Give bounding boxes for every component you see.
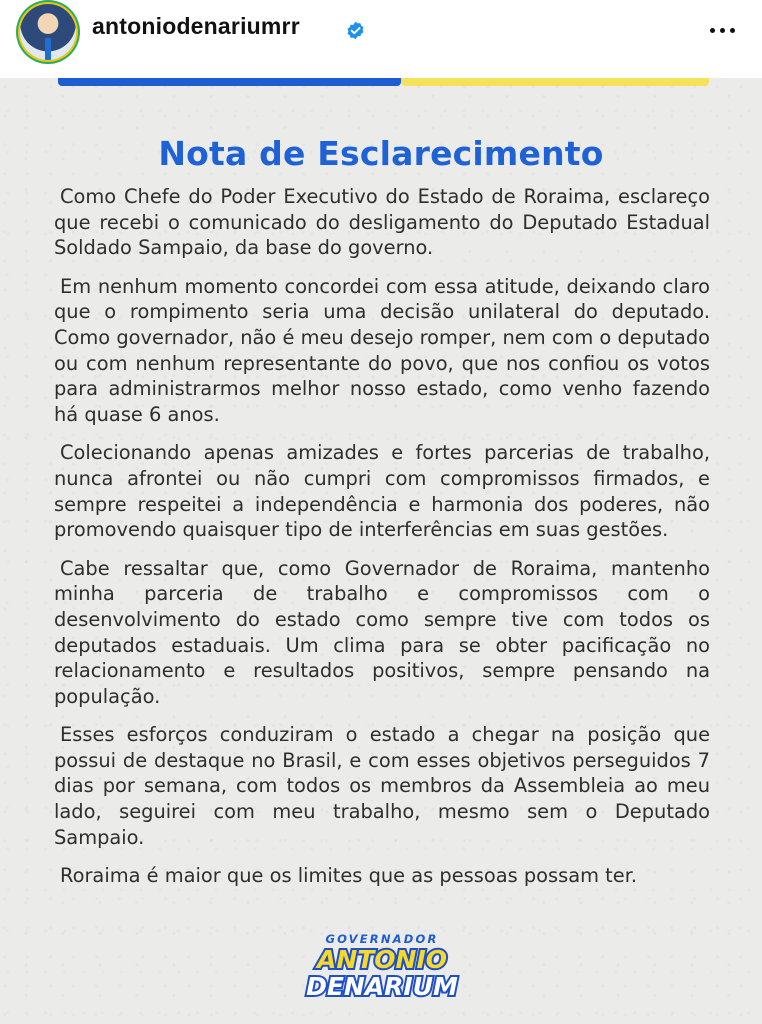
paragraph-4: Cabe ressaltar que, como Governador de Roraima, mantenho minha parceria de trabalho e compromissos com o desenvolvimento do estado como sempre tive com todos os deputados estaduais. Um clima para se obter pacificação no relacionamento e resultados positivos, sempre pensando na população. — [54, 556, 710, 708]
note-title: Nota de Esclarecimento — [158, 134, 604, 173]
yellow-accent-bar — [401, 78, 709, 86]
dot-icon — [720, 28, 725, 33]
governor-logo — [296, 932, 468, 1002]
dot-icon — [710, 28, 715, 33]
profile-avatar[interactable] — [20, 4, 76, 60]
post-header — [0, 0, 762, 78]
logo-top-text: GOVERNADOR — [325, 932, 439, 946]
closing-line: Roraima é maior que os limites que as pessoas possam ter. — [60, 864, 638, 888]
username-link[interactable]: antoniodenariumrr — [92, 13, 300, 39]
paragraph-1: Como Chefe do Poder Executivo do Estado de Roraima, esclareço que recebi o comunicado do desligamento do Deputado Estadual Soldado Sampaio, da base do governo. — [54, 185, 710, 260]
more-options-icon[interactable] — [706, 22, 738, 38]
paragraph-5: Esses esforços conduziram o estado a chegar na posição que possui de destaque no Brasil, e com esses objetivos perseguidos 7 dias por semana, com todos os membros da Assembleia ao meu lado, seguirei com meu trabalho, mesmo sem o Deputado Sampaio. — [54, 723, 710, 849]
paragraph-2: Em nenhum momento concordei com essa atitude, deixando claro que o rompimento seria uma decisão unilateral do deputado. Como governador, não é meu desejo romper, nem com o deputado ou com nenhum representante do povo, que nos confiou os votos para administrarmos melhor nosso estado, como venho fazendo há quase 6 anos. — [54, 274, 710, 426]
verified-badge-icon — [346, 21, 365, 40]
paragraph-3: Colecionando apenas amizades e fortes parcerias de trabalho, nunca afrontei ou não cumpri com compromissos firmados, e sempre respeitei a independência e harmonia dos poderes, não promovendo quaisquer tipo de interferências em suas gestões. — [54, 441, 710, 542]
dot-icon — [730, 28, 735, 33]
logo-line-1: ANTONIO — [316, 945, 448, 974]
avatar-tie-shape — [45, 38, 51, 60]
blue-accent-bar — [58, 78, 401, 86]
logo-line-2: DENARIUM — [306, 972, 458, 1001]
note-body — [54, 184, 710, 889]
post-image — [0, 78, 762, 1024]
